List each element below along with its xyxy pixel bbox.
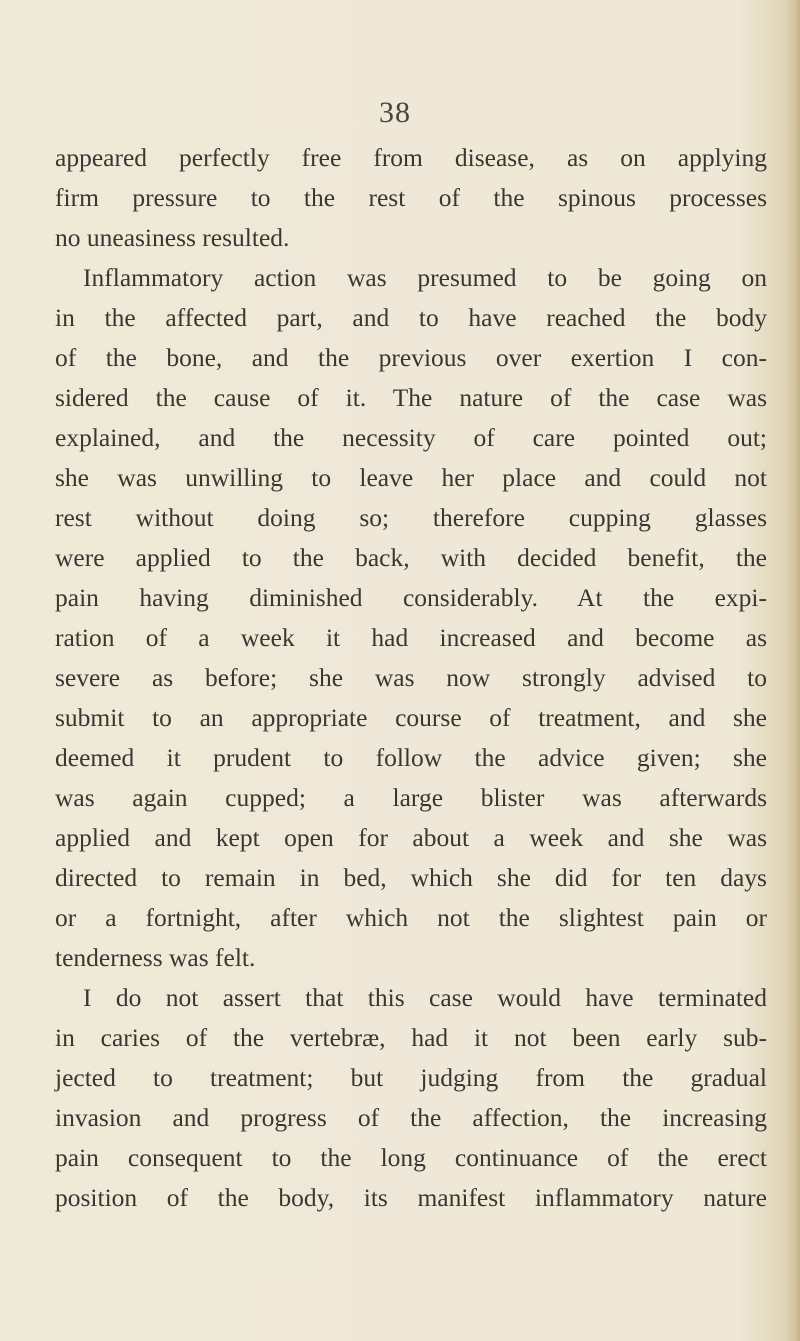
text-line: of the bone, and the previous over exertion I con- (55, 343, 767, 372)
text-line: in caries of the vertebræ, had it not been early sub- (55, 1023, 767, 1052)
text-line: directed to remain in bed, which she did for ten days (55, 863, 767, 892)
text-line: invasion and progress of the affection, the increasing (55, 1103, 767, 1132)
page-number: 38 (379, 96, 411, 129)
text-line: pain having diminished considerably. At the expi- (55, 583, 767, 612)
text-line: sidered the cause of it. The nature of the case was (55, 383, 767, 412)
text-line: jected to treatment; but judging from the gradual (55, 1063, 767, 1092)
text-line: severe as before; she was now strongly advised to (55, 663, 767, 692)
text-line: in the affected part, and to have reached the body (55, 303, 767, 332)
text-line: deemed it prudent to follow the advice given; she (55, 743, 767, 772)
text-line: submit to an appropriate course of treatment, and she (55, 703, 767, 732)
page-edge-shading (786, 0, 800, 1341)
paragraph-start-line: Inflammatory action was presumed to be going on (83, 263, 767, 292)
text-line: appeared perfectly free from disease, as on applying (55, 143, 767, 172)
text-line: position of the body, its manifest inflammatory nature (55, 1183, 767, 1212)
text-line: tenderness was felt. (55, 943, 256, 972)
text-line: explained, and the necessity of care pointed out; (55, 423, 767, 452)
text-line: rest without doing so; therefore cupping glasses (55, 503, 767, 532)
text-line: were applied to the back, with decided benefit, the (55, 543, 767, 572)
paragraph-start-line: I do not assert that this case would have terminated (83, 983, 767, 1012)
text-line: applied and kept open for about a week and she was (55, 823, 767, 852)
text-line: she was unwilling to leave her place and could not (55, 463, 767, 492)
text-line: ration of a week it had increased and become as (55, 623, 767, 652)
text-line: or a fortnight, after which not the slightest pain or (55, 903, 767, 932)
text-line: firm pressure to the rest of the spinous processes (55, 183, 767, 212)
text-line: was again cupped; a large blister was afterwards (55, 783, 767, 812)
body-text (55, 138, 767, 1218)
text-line: no uneasiness resulted. (55, 223, 290, 252)
text-line: pain consequent to the long continuance of the erect (55, 1143, 767, 1172)
